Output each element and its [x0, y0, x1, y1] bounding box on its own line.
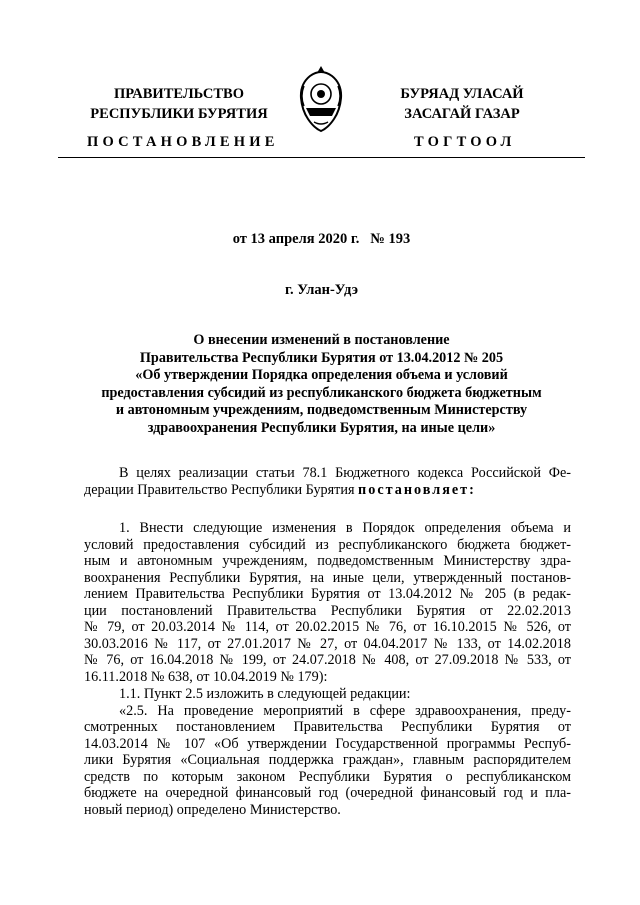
intro-text: дерации Правительство Республики Бурятия	[84, 482, 355, 498]
intro-line-1: В целях реализации статьи 78.1 Бюджетного кодекса Российской Фе-	[119, 465, 571, 481]
doc-type-left: ПОСТАНОВЛЕНИЕ	[87, 134, 279, 150]
para25-line: лики Бурятия «Социальная поддержка граждан», главным распорядителем	[84, 752, 571, 768]
para1-line: условий предоставления субсидий из республиканского бюджета бюджет-	[84, 537, 571, 553]
title-line: Правительства Республики Бурятия от 13.04.2012 № 205	[139, 349, 504, 366]
header-right-line-2: ЗАСАГАЙ ГАЗАР	[404, 106, 520, 122]
intro-emphasis: постановляет:	[358, 482, 476, 498]
header-left-line-2: РЕСПУБЛИКИ БУРЯТИЯ	[90, 106, 268, 122]
header-left-line-1: ПРАВИТЕЛЬСТВО	[114, 86, 244, 102]
title-line: и автономным учреждениям, подведомственным Министерству	[115, 402, 528, 418]
city: г. Улан-Удэ	[285, 282, 358, 298]
title-line: предоставления субсидий из республиканского бюджета бюджетным	[101, 384, 542, 401]
para1-line: лением Правительства Республики Бурятия от 13.04.2012 № 205 (в редак-	[84, 586, 571, 602]
para25-line: смотренных постановлением Правительства Республики Бурятия от	[84, 719, 571, 735]
date-number: от 13 апреля 2020 г. № 193	[232, 231, 411, 247]
title-line: «Об утверждении Порядка определения объема и условий	[135, 367, 508, 383]
para1-line: № 79, от 20.03.2014 № 114, от 20.02.2015 № 76, от 16.10.2015 № 526, от	[84, 619, 571, 635]
para25-line: бюджете на очередной финансовый год (очередной финансовый год и пла-	[84, 785, 571, 801]
para1-line: 1. Внести следующие изменения в Порядок определения объема и	[119, 520, 571, 536]
para1-line: ции постановлений Правительства Республики Бурятия от 22.02.2013	[84, 603, 571, 619]
coat-of-arms-emblem	[296, 64, 346, 134]
header-divider	[58, 157, 585, 158]
para1-line: ным и автономным учреждениям, подведомственным Министерству здра-	[84, 553, 571, 569]
title-line: здравоохранения Республики Бурятия, на иные цели»	[147, 419, 496, 436]
document-title	[98, 332, 545, 437]
para25-line: «2.5. На проведение мероприятий в сфере здравоохранения, преду-	[119, 703, 571, 719]
para1-line: воохранения Республики Бурятия, на иные цели, утвержденный постанов-	[84, 570, 571, 586]
para25-line: 14.03.2014 № 107 «Об утверждении Государственной программы Респуб-	[84, 736, 571, 752]
para25-line: средств по которым законом Республики Бурятия о республиканском	[84, 769, 571, 785]
header-right-line-1: БУРЯАД УЛАСАЙ	[400, 86, 524, 102]
para1-line: 30.03.2016 № 117, от 27.01.2017 № 27, от 04.04.2017 № 133, от 14.02.2018	[84, 636, 571, 652]
header-left	[88, 84, 270, 124]
title-line: О внесении изменений в постановление	[193, 332, 450, 348]
intro-line-2	[84, 482, 571, 498]
para-1-1: 1.1. Пункт 2.5 изложить в следующей редакции:	[119, 686, 411, 702]
para1-line: № 76, от 16.04.2018 № 199, от 24.07.2018 № 408, от 27.09.2018 № 533, от	[84, 652, 571, 668]
para25-line: новый период) определено Министерство.	[84, 802, 341, 818]
doc-type-right: ТОГТООЛ	[414, 134, 516, 150]
para1-line: 16.11.2018 № 638, от 10.04.2019 № 179):	[84, 669, 328, 685]
header-right	[387, 84, 537, 124]
